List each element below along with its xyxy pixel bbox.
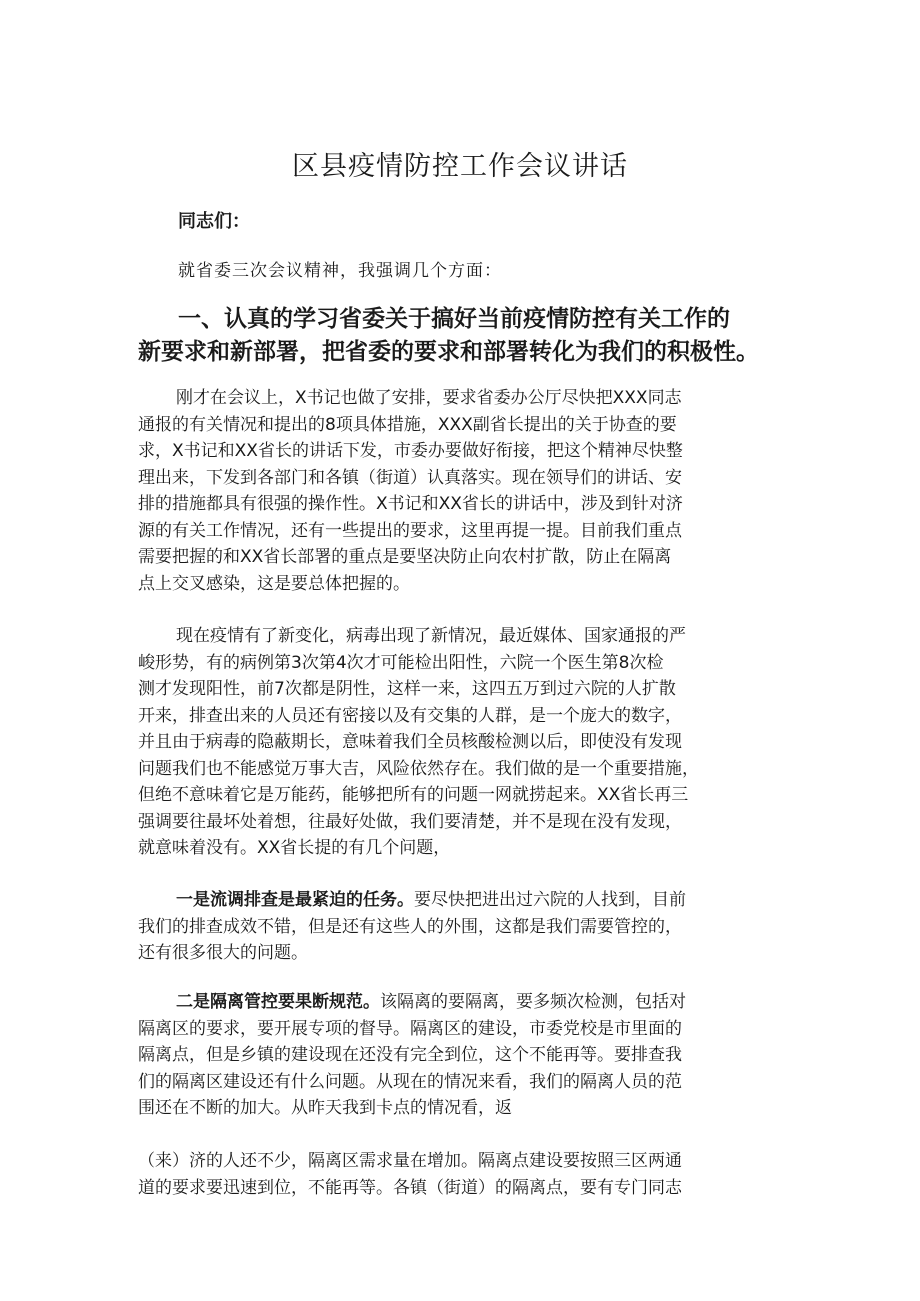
paragraph-line: 求，X书记和XX省长的讲话下发，市委办要做好衔接，把这个精神尽快整	[138, 441, 683, 461]
paragraph-text: 要尽快把进出过六院的人找到，目前	[414, 890, 686, 910]
paragraph-line: 道的要求要迅速到位，不能再等。各镇（街道）的隔离点，要有专门同志	[138, 1177, 682, 1198]
document-title: 区县疫情防控工作会议讲话	[292, 151, 628, 182]
paragraph-line: 峻形势，有的病例第3次第4次才可能检出阳性，六院一个医生第8次检	[138, 652, 664, 673]
paragraph-line: 问题我们也不能感觉万事大吉，风险依然存在。我们做的是一个重要措施，	[138, 758, 699, 779]
intro-paragraph: 就省委三次会议精神，我强调几个方面：	[178, 261, 502, 281]
paragraph-line: 现在疫情有了新变化，病毒出现了新情况，最近媒体、国家通报的严	[176, 626, 686, 646]
heading-line: 新要求和新部署，把省委的要求和部署转化为我们的积极性。	[138, 338, 759, 365]
paragraph-line: 我们的排查成效不错，但是还有这些人的外围，这都是我们需要管控的，	[138, 916, 682, 937]
paragraph-line: 们的隔离区建设还有什么问题。从现在的情况来看，我们的隔离人员的范	[138, 1071, 682, 1092]
paragraph-4	[138, 989, 790, 1122]
paragraph-3	[138, 887, 790, 967]
paragraph-line: 并且由于病毒的隐蔽期长，意味着我们全员核酸检测以后，即使没有发现	[138, 732, 682, 752]
paragraph-line: 还有很多很大的问题。	[138, 943, 308, 963]
paragraph-line: 隔离点，但是乡镇的建设现在还没有完全到位，这个不能再等。要排查我	[138, 1045, 682, 1065]
paragraph-line: 隔离区的要求，要开展专项的督导。隔离区的建设，市委党校是市里面的	[138, 1018, 682, 1039]
paragraph-line: 排的措施都具有很强的操作性。X书记和XX省长的讲话中，涉及到针对济	[138, 494, 683, 514]
paragraph-line: 测才发现阳性，前7次都是阴性，这样一来，这四五万到过六院的人扩散	[138, 679, 676, 699]
section-heading-1	[138, 302, 798, 368]
salutation: 同志们：	[178, 211, 250, 232]
paragraph-line	[138, 887, 790, 914]
paragraph-line	[138, 989, 790, 1016]
paragraph-line: 需要把握的和XX省长部署的重点是要坚决防止向农村扩散，防止在隔离	[138, 547, 672, 567]
lead-phrase: 一是流调排查是最紧迫的任务。	[176, 890, 414, 910]
paragraph-line: 开来，排查出来的人员还有密接以及有交集的人群，是一个庞大的数字，	[138, 705, 682, 726]
paragraph-line: 理出来，下发到各部门和各镇（街道）认真落实。现在领导们的讲话、安	[138, 467, 682, 488]
paragraph-line: 刚才在会议上，X书记也做了安排，要求省委办公厅尽快把XXX同志	[176, 388, 682, 408]
paragraph-line: 通报的有关情况和提出的8项具体措施，XXX副省长提出的关于协查的要	[138, 414, 677, 435]
lead-phrase: 二是隔离管控要果断规范。	[176, 992, 380, 1012]
paragraph-5	[138, 1148, 790, 1201]
paragraph-line: 就意味着没有。XX省长提的有几个问题，	[138, 838, 451, 858]
paragraph-line: 源的有关工作情况，还有一些提出的要求，这里再提一提。目前我们重点	[138, 520, 682, 541]
paragraph-text: 该隔离的要隔离，要多频次检测，包括对	[380, 992, 686, 1012]
paragraph-2	[138, 623, 790, 862]
paragraph-line: 但绝不意味着它是万能药，能够把所有的问题一网就捞起来。XX省长再三	[138, 785, 689, 805]
paragraph-line: 强调要往最坏处着想，往最好处做，我们要清楚，并不是现在没有发现，	[138, 811, 682, 832]
paragraph-line: 点上交叉感染，这是要总体把握的。	[138, 573, 410, 594]
paragraph-1	[138, 385, 790, 597]
paragraph-line: （来）济的人还不少，隔离区需求量在增加。隔离点建设要按照三区两通	[138, 1151, 682, 1171]
heading-line: 一、认真的学习省委关于搞好当前疫情防控有关工作的	[178, 305, 730, 332]
paragraph-line: 围还在不断的加大。从昨天我到卡点的情况看，返	[138, 1098, 512, 1118]
